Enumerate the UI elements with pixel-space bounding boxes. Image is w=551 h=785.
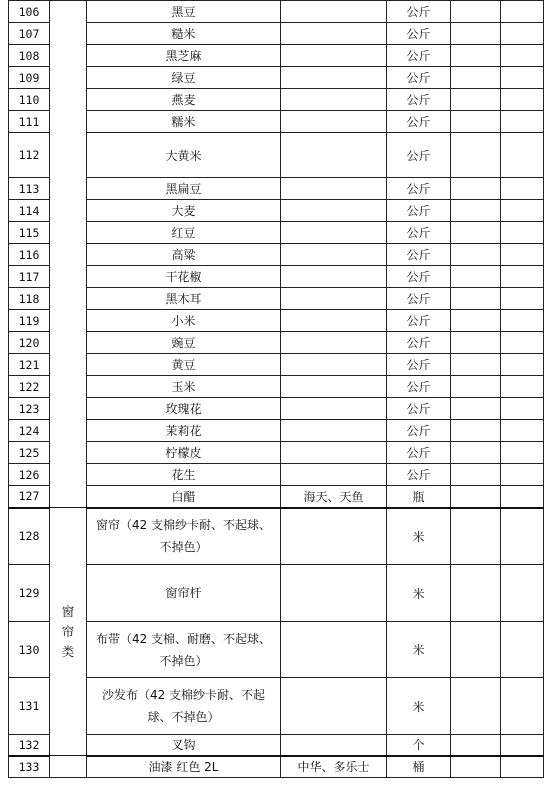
- item-unit: 公斤: [387, 89, 451, 111]
- item-name: 茉莉花: [87, 420, 281, 442]
- item-unit: 公斤: [387, 200, 451, 222]
- row-number: 132: [9, 735, 50, 756]
- row-number: 116: [9, 244, 50, 266]
- table-row: [9, 508, 544, 565]
- item-brand: [281, 222, 387, 244]
- empty-cell: [501, 310, 544, 332]
- empty-cell: [501, 735, 544, 756]
- empty-cell: [501, 486, 544, 508]
- item-unit: 瓶: [387, 486, 451, 508]
- row-number: 123: [9, 398, 50, 420]
- item-unit: 公斤: [387, 133, 451, 178]
- item-name: 白醋: [87, 486, 281, 508]
- item-name: 红豆: [87, 222, 281, 244]
- item-name: 黄豆: [87, 354, 281, 376]
- empty-cell: [501, 23, 544, 45]
- empty-cell: [451, 67, 501, 89]
- table-row: [9, 310, 544, 332]
- table-row: [9, 735, 544, 756]
- table-row: [9, 67, 544, 89]
- empty-cell: [451, 565, 501, 622]
- empty-cell: [451, 1, 501, 23]
- item-unit: 公斤: [387, 288, 451, 310]
- empty-cell: [501, 376, 544, 398]
- row-number: 114: [9, 200, 50, 222]
- table-row: [9, 111, 544, 133]
- item-name: 大黄米: [87, 133, 281, 178]
- empty-cell: [501, 756, 544, 778]
- item-name: 窗帘杆: [87, 565, 281, 622]
- row-number: 107: [9, 23, 50, 45]
- row-number: 110: [9, 89, 50, 111]
- row-number: 133: [9, 756, 50, 778]
- item-name: 柠檬皮: [87, 442, 281, 464]
- item-unit: 公斤: [387, 310, 451, 332]
- empty-cell: [501, 508, 544, 565]
- row-number: 115: [9, 222, 50, 244]
- item-brand: [281, 354, 387, 376]
- table-row: [9, 89, 544, 111]
- row-number: 131: [9, 678, 50, 735]
- table-row: [9, 45, 544, 67]
- item-name: 叉钩: [87, 735, 281, 756]
- item-unit: 米: [387, 565, 451, 622]
- row-number: 113: [9, 178, 50, 200]
- item-name: 玉米: [87, 376, 281, 398]
- empty-cell: [501, 111, 544, 133]
- item-brand: [281, 1, 387, 23]
- empty-cell: [451, 622, 501, 678]
- item-name: 燕麦: [87, 89, 281, 111]
- empty-cell: [451, 133, 501, 178]
- item-unit: 公斤: [387, 420, 451, 442]
- empty-cell: [451, 735, 501, 756]
- item-unit: 个: [387, 735, 451, 756]
- empty-cell: [451, 23, 501, 45]
- item-brand: [281, 310, 387, 332]
- item-unit: 公斤: [387, 178, 451, 200]
- table-row: [9, 464, 544, 486]
- row-number: 112: [9, 133, 50, 178]
- row-number: 120: [9, 332, 50, 354]
- row-number: 118: [9, 288, 50, 310]
- table-row: [9, 23, 544, 45]
- item-brand: [281, 200, 387, 222]
- empty-cell: [451, 442, 501, 464]
- empty-cell: [501, 420, 544, 442]
- empty-cell: [451, 420, 501, 442]
- table-row: [9, 678, 544, 735]
- item-name: 油漆 红色 2L: [87, 756, 281, 778]
- empty-cell: [451, 376, 501, 398]
- empty-cell: [501, 1, 544, 23]
- item-unit: 公斤: [387, 222, 451, 244]
- empty-cell: [451, 222, 501, 244]
- item-unit: 米: [387, 508, 451, 565]
- item-brand: [281, 442, 387, 464]
- empty-cell: [451, 244, 501, 266]
- empty-cell: [451, 178, 501, 200]
- item-brand: [281, 23, 387, 45]
- empty-cell: [501, 622, 544, 678]
- procurement-table: [8, 0, 544, 778]
- empty-cell: [451, 398, 501, 420]
- item-brand: [281, 508, 387, 565]
- item-unit: 公斤: [387, 23, 451, 45]
- empty-cell: [451, 45, 501, 67]
- item-brand: [281, 420, 387, 442]
- row-number: 121: [9, 354, 50, 376]
- item-brand: [281, 464, 387, 486]
- empty-cell: [501, 398, 544, 420]
- item-unit: 公斤: [387, 45, 451, 67]
- item-brand: [281, 332, 387, 354]
- item-brand: [281, 111, 387, 133]
- empty-cell: [451, 756, 501, 778]
- item-brand: [281, 244, 387, 266]
- row-number: 124: [9, 420, 50, 442]
- table-row: [9, 756, 544, 778]
- item-name: 大麦: [87, 200, 281, 222]
- empty-cell: [451, 111, 501, 133]
- item-brand: [281, 133, 387, 178]
- item-name: 玫瑰花: [87, 398, 281, 420]
- item-brand: [281, 67, 387, 89]
- row-number: 129: [9, 565, 50, 622]
- item-brand: [281, 178, 387, 200]
- table-row: [9, 622, 544, 678]
- row-number: 125: [9, 442, 50, 464]
- empty-cell: [451, 266, 501, 288]
- item-brand: [281, 89, 387, 111]
- row-number: 108: [9, 45, 50, 67]
- empty-cell: [451, 310, 501, 332]
- empty-cell: [501, 133, 544, 178]
- row-number: 122: [9, 376, 50, 398]
- table-row: [9, 332, 544, 354]
- table-row: [9, 354, 544, 376]
- category-label: 窗帘类: [61, 603, 75, 659]
- item-unit: 公斤: [387, 398, 451, 420]
- item-unit: 公斤: [387, 111, 451, 133]
- empty-cell: [451, 678, 501, 735]
- category-cell-blank: [50, 1, 87, 508]
- table-row: [9, 442, 544, 464]
- item-name: 黑扁豆: [87, 178, 281, 200]
- row-number: 111: [9, 111, 50, 133]
- empty-cell: [451, 464, 501, 486]
- table-row: [9, 200, 544, 222]
- item-unit: 公斤: [387, 464, 451, 486]
- item-unit: 桶: [387, 756, 451, 778]
- empty-cell: [501, 266, 544, 288]
- table-row: [9, 133, 544, 178]
- empty-cell: [451, 89, 501, 111]
- table-row: [9, 178, 544, 200]
- empty-cell: [501, 89, 544, 111]
- item-brand: [281, 622, 387, 678]
- item-name: 高粱: [87, 244, 281, 266]
- item-name: 干花椒: [87, 266, 281, 288]
- item-brand: [281, 735, 387, 756]
- item-name: 布带（42 支棉、耐磨、不起球、不掉色）: [87, 622, 281, 678]
- empty-cell: [501, 332, 544, 354]
- empty-cell: [451, 288, 501, 310]
- item-unit: 公斤: [387, 376, 451, 398]
- table-row: [9, 222, 544, 244]
- item-brand: 海天、天鱼: [281, 486, 387, 508]
- row-number: 126: [9, 464, 50, 486]
- empty-cell: [451, 508, 501, 565]
- row-number: 119: [9, 310, 50, 332]
- row-number: 117: [9, 266, 50, 288]
- item-name: 黑木耳: [87, 288, 281, 310]
- table-row: [9, 376, 544, 398]
- item-unit: 公斤: [387, 1, 451, 23]
- empty-cell: [501, 200, 544, 222]
- item-unit: 公斤: [387, 244, 451, 266]
- empty-cell: [501, 678, 544, 735]
- item-unit: 米: [387, 622, 451, 678]
- item-brand: [281, 45, 387, 67]
- item-name: 花生: [87, 464, 281, 486]
- empty-cell: [451, 200, 501, 222]
- empty-cell: [501, 178, 544, 200]
- item-brand: 中华、多乐士: [281, 756, 387, 778]
- item-brand: [281, 565, 387, 622]
- empty-cell: [501, 442, 544, 464]
- table-row: [9, 486, 544, 508]
- item-name: 沙发布（42 支棉纱卡耐、不起球、不掉色）: [87, 678, 281, 735]
- item-name: 窗帘（42 支棉纱卡耐、不起球、不掉色）: [87, 508, 281, 565]
- empty-cell: [501, 45, 544, 67]
- empty-cell: [501, 244, 544, 266]
- row-number: 109: [9, 67, 50, 89]
- empty-cell: [501, 354, 544, 376]
- table-row: [9, 565, 544, 622]
- item-name: 豌豆: [87, 332, 281, 354]
- item-brand: [281, 398, 387, 420]
- item-name: 糯米: [87, 111, 281, 133]
- empty-cell: [451, 354, 501, 376]
- item-brand: [281, 288, 387, 310]
- empty-cell: [501, 565, 544, 622]
- item-brand: [281, 376, 387, 398]
- item-unit: 米: [387, 678, 451, 735]
- table-row: [9, 266, 544, 288]
- table-row: [9, 288, 544, 310]
- item-unit: 公斤: [387, 332, 451, 354]
- row-number: 127: [9, 486, 50, 508]
- row-number: 106: [9, 1, 50, 23]
- item-unit: 公斤: [387, 354, 451, 376]
- empty-cell: [501, 67, 544, 89]
- item-brand: [281, 266, 387, 288]
- item-unit: 公斤: [387, 442, 451, 464]
- empty-cell: [501, 222, 544, 244]
- item-name: 糙米: [87, 23, 281, 45]
- row-number: 130: [9, 622, 50, 678]
- item-unit: 公斤: [387, 266, 451, 288]
- row-number: 128: [9, 508, 50, 565]
- item-name: 黑芝麻: [87, 45, 281, 67]
- item-brand: [281, 678, 387, 735]
- item-unit: 公斤: [387, 67, 451, 89]
- empty-cell: [451, 486, 501, 508]
- table-row: [9, 420, 544, 442]
- item-name: 黑豆: [87, 1, 281, 23]
- table-row: [9, 398, 544, 420]
- item-name: 小米: [87, 310, 281, 332]
- item-name: 绿豆: [87, 67, 281, 89]
- table-row: [9, 244, 544, 266]
- category-cell-blank: [50, 756, 87, 778]
- empty-cell: [451, 332, 501, 354]
- empty-cell: [501, 464, 544, 486]
- category-cell-curtain: [50, 508, 87, 756]
- table-row: [9, 1, 544, 23]
- empty-cell: [501, 288, 544, 310]
